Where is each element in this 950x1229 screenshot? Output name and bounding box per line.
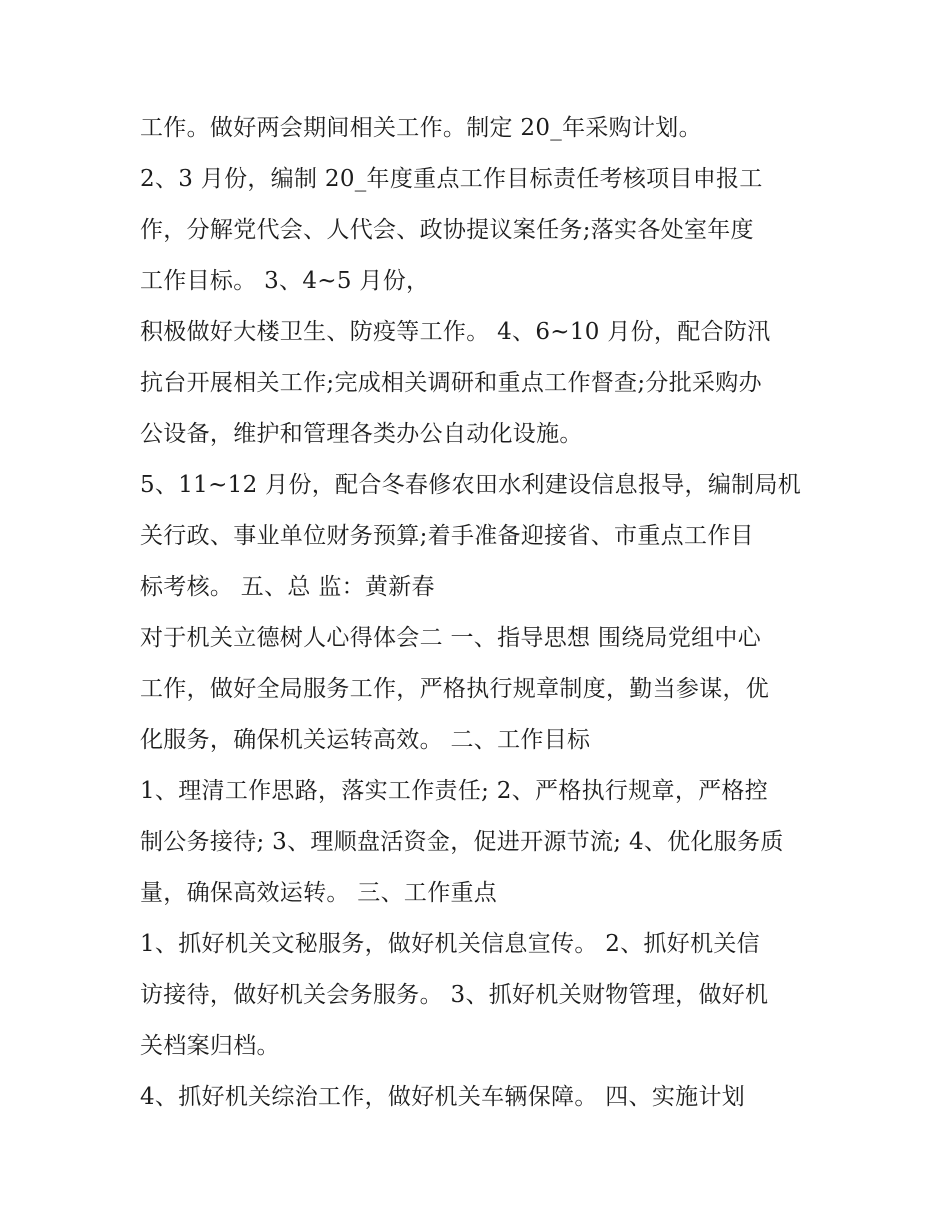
text-line: 访接待，做好机关会务服务。 3、抓好机关财物管理，做好机 [140,982,769,1008]
text-line: 关档案归档。 [140,1033,280,1059]
text-line: 标考核。 五、总 监：黄新春 [140,574,435,600]
text-line: 积极做好大楼卫生、防疫等工作。 4、6~10 月份，配合防汛 [140,319,771,345]
text-line: 作，分解党代会、人代会、政协提议案任务;落实各处室年度 [140,217,754,243]
text-line: 1、理清工作思路，落实工作责任; 2、严格执行规章，严格控 [140,778,769,804]
text-line: 工作，做好全局服务工作，严格执行规章制度，勤当参谋，优 [140,676,770,702]
text-line: 2、3 月份，编制 20_年度重点工作目标责任考核项目申报工 [140,166,763,192]
text-line: 化服务，确保机关运转高效。 二、工作目标 [140,727,591,753]
text-line: 工作。做好两会期间相关工作。制定 20_年采购计划。 [140,115,702,141]
text-line: 公设备，维护和管理各类办公自动化设施。 [140,421,583,447]
text-line: 量，确保高效运转。 三、工作重点 [140,880,498,906]
text-line: 抗台开展相关工作;完成相关调研和重点工作督查;分批采购办 [140,370,762,396]
text-line: 1、抓好机关文秘服务，做好机关信息宣传。 2、抓好机关信 [140,931,760,957]
text-line: 关行政、事业单位财务预算;着手准备迎接省、市重点工作目 [140,523,754,549]
text-line: 工作目标。 3、4~5 月份， [140,268,430,294]
text-line: 对于机关立德树人心得体会二 一、指导思想 围绕局党组中心 [140,625,762,651]
text-line: 4、抓好机关综治工作，做好机关车辆保障。 四、实施计划 [140,1084,746,1110]
text-line: 5、11~12 月份，配合冬春修农田水利建设信息报导，编制局机 [140,472,802,498]
text-line: 制公务接待; 3、理顺盘活资金，促进开源节流; 4、优化服务质 [140,829,784,855]
